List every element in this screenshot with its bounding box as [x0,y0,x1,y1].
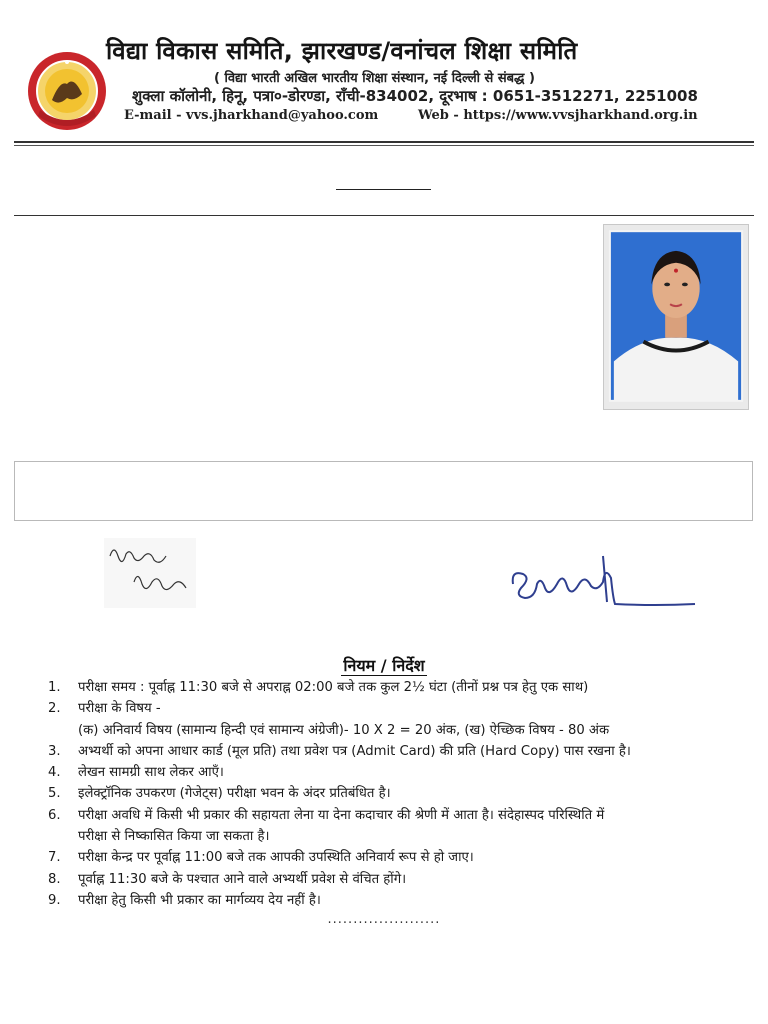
rule-text: (क) अनिवार्य विषय (सामान्य हिन्दी एवं सामान्य अंग्रेजी)- 10 X 2 = 20 अंक, (ख) ऐच्छिक विषय - 80 अंक [78,722,610,738]
rule-number: 1. [48,680,61,695]
rule-number: 8. [48,871,61,887]
website-line: Web - https://www.vvsjharkhand.org.in [418,108,698,123]
header-divider-thin [14,145,754,146]
rule-text: परीक्षा के विषय - [78,701,161,717]
rule-number: 9. [48,892,61,908]
authority-signature [505,548,705,618]
candidate-signature [104,538,196,608]
email-line: E-mail - vvs.jharkhand@yahoo.com [124,108,379,123]
details-box [14,461,753,521]
affiliation-line: ( विद्या भारती अखिल भारतीय शिक्षा संस्थान, नई दिल्ली से संबद्ध ) [214,71,535,86]
rule-text: परीक्षा हेतु किसी भी प्रकार का मार्गव्यय देय नहीं है। [78,892,321,908]
rule-number: 6. [48,807,61,823]
rule-number: 3. [48,743,61,759]
header-divider [14,141,754,143]
rule-item [48,783,728,804]
address-line: शुक्ला कॉलोनी, हिनू, पत्रा०-डोरण्डा, राँची-834002, दूरभाष : 0651-3512271, 2251008 [132,87,698,105]
letterhead [14,28,754,138]
end-marker: ...................... [327,912,441,927]
rule-item [48,890,728,911]
rule-text: इलेक्ट्रॉनिक उपकरण (गेजेट्स) परीक्षा भवन के अंदर प्रतिबंधित है। [78,786,391,802]
rule-number: 4. [48,765,61,781]
rule-item [48,720,728,741]
rule-number [48,720,78,741]
rule-number: 5. [48,786,61,802]
rule-item [48,805,728,826]
rule-text: लेखन सामग्री साथ लेकर आएँ। [78,765,224,781]
rule-text: अभ्यर्थी को अपना आधार कार्ड (मूल प्रति) तथा प्रवेश पत्र (Admit Card) की प्रति (Hard Copy) पास रखना है। [78,743,631,759]
candidate-photo [603,224,749,410]
rule-text: परीक्षा समय : पूर्वाह्न 11:30 बजे से अपराह्न 02:00 बजे तक कुल 2½ घंटा (तीनों प्रश्न पत्र हेतु एक साथ) [78,680,589,695]
rule-item [48,847,728,868]
heading-underline [336,189,431,190]
organization-title: विद्या विकास समिति, झारखण्ड/वनांचल शिक्षा समिति [106,37,578,65]
rules-list [48,677,728,911]
rule-item [48,762,728,783]
section-divider [14,215,754,216]
rule-item [48,677,728,698]
rule-text: पूर्वाह्न 11:30 बजे के पश्चात आने वाले अभ्यर्थी प्रवेश से वंचित होंगे। [78,871,407,887]
rule-item [48,826,728,847]
rules-heading-text: नियम / निर्देश [343,656,425,675]
rule-number: 7. [48,850,61,866]
rule-number: 2. [48,701,61,717]
rule-item [48,869,728,890]
rules-heading [0,654,768,676]
rule-number [48,826,78,847]
rule-item [48,698,728,719]
organization-seal-icon [26,50,108,132]
rule-text: परीक्षा अवधि में किसी भी प्रकार की सहायता लेना या देना कदाचार की श्रेणी में आता है। संदेहास्पद परिस्थिति में [78,807,605,823]
rule-text: परीक्षा से निष्कासित किया जा सकता है। [78,829,270,845]
rule-text: परीक्षा केन्द्र पर पूर्वाह्न 11:00 बजे तक आपकी उपस्थिति अनिवार्य रूप से हो जाए। [78,850,474,866]
rule-item [48,741,728,762]
